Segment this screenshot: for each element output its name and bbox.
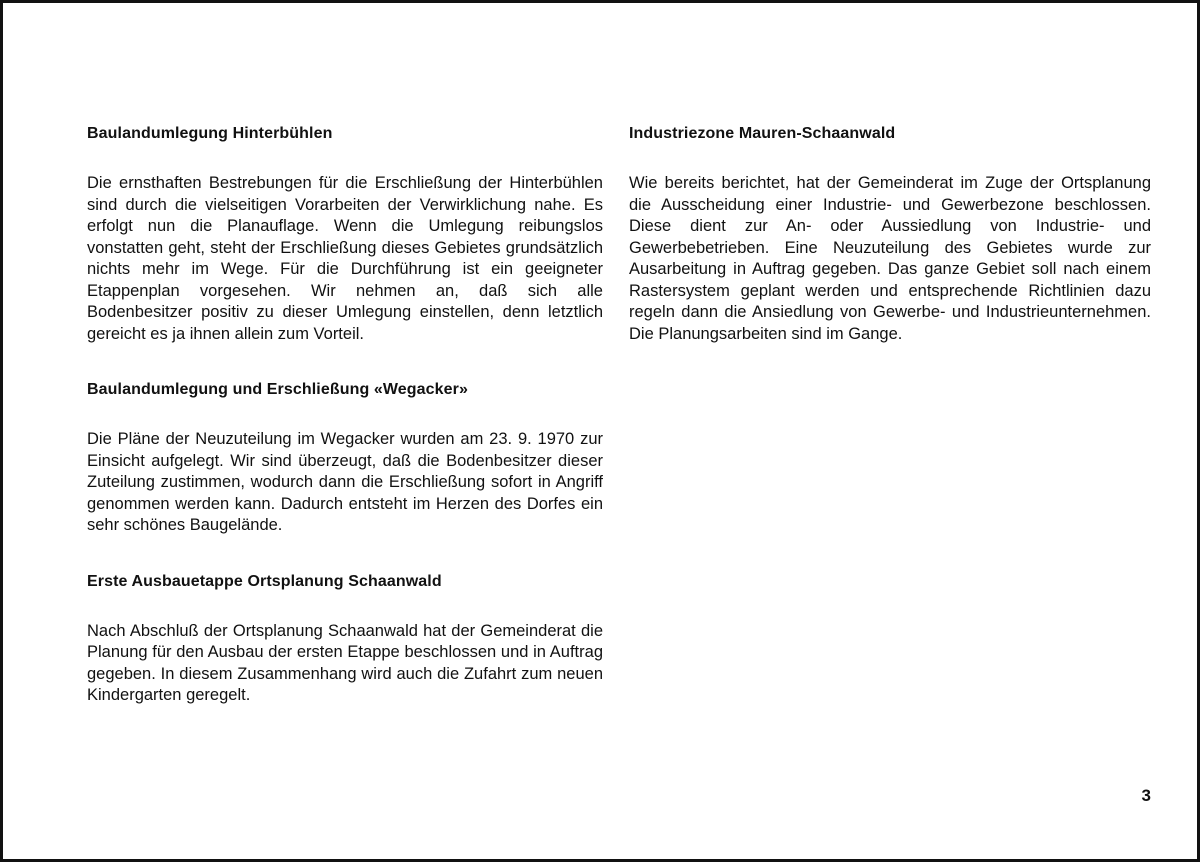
section-heading: Baulandumlegung und Erschließung «Wegacker» [87,381,468,398]
section-body: Wie bereits berichtet, hat der Gemeinderat im Zuge der Ortsplanung die Ausscheidung einer Industrie- und Gewerbezone beschlossen. Diese dient zur An- oder Aussiedlung von Industrie- und Gewerbebetrieben. Eine Neuzuteilung des Gebietes wurde zur Ausarbeitung in Auftrag gegeben. Das ganze Gebiet soll nach einem Rastersystem geplant werden und entsprechende Richtlinien dazu regeln dann die Ansiedlung von Gewerbe- und Industrieunternehmen. Die Planungsarbeiten sind im Gange. [629,174,1151,343]
section-body: Nach Abschluß der Ortsplanung Schaanwald hat der Gemeinderat die Planung für den Ausbau der ersten Etappe beschlossen und in Auftrag gegeben. In diesem Zusammenhang wird auch die Zufahrt zum neuen Kindergarten geregelt. [87,621,603,704]
left-column [87,121,603,739]
section-body: Die Pläne der Neuzuteilung im Wegacker wurden am 23. 9. 1970 zur Einsicht aufgelegt. Wir sind überzeugt, daß die Bodenbesitzer dieser Zuteilung zustimmen, wodurch dann die Erschließung sofort in Angriff genommen werden kann. Dadurch entsteht im Herzen des Dorfes ein sehr schönes Baugelände. [87,430,603,534]
section-industriezone [629,121,1151,345]
section-heading: Industriezone Mauren-Schaanwald [629,125,896,142]
section-heading: Baulandumlegung Hinterbühlen [87,125,333,142]
section-body: Die ernsthaften Bestrebungen für die Erschließung der Hinterbühlen sind durch die vielseitigen Vorarbeiten der Verwirklichung nahe. Es erfolgt nun die Planauflage. Wenn die Umlegung reibungslos vonstatten geht, steht der Erschließung dieses Gebietes grundsätzlich nichts mehr im Wege. Für die Durchführung ist ein geeigneter Etappenplan vorgesehen. Wir nehmen an, daß sich alle Bodenbesitzer positiv zu dieser Umlegung einstellen, denn letztlich gereicht es ja ihnen allein zum Vorteil. [87,174,603,343]
section-wegacker [87,377,603,537]
page-number: 3 [1141,786,1151,805]
section-hinterbuehlen [87,121,603,345]
right-column [629,121,1151,377]
section-heading: Erste Ausbauetappe Ortsplanung Schaanwald [87,572,442,590]
section-schaanwald [87,569,603,707]
